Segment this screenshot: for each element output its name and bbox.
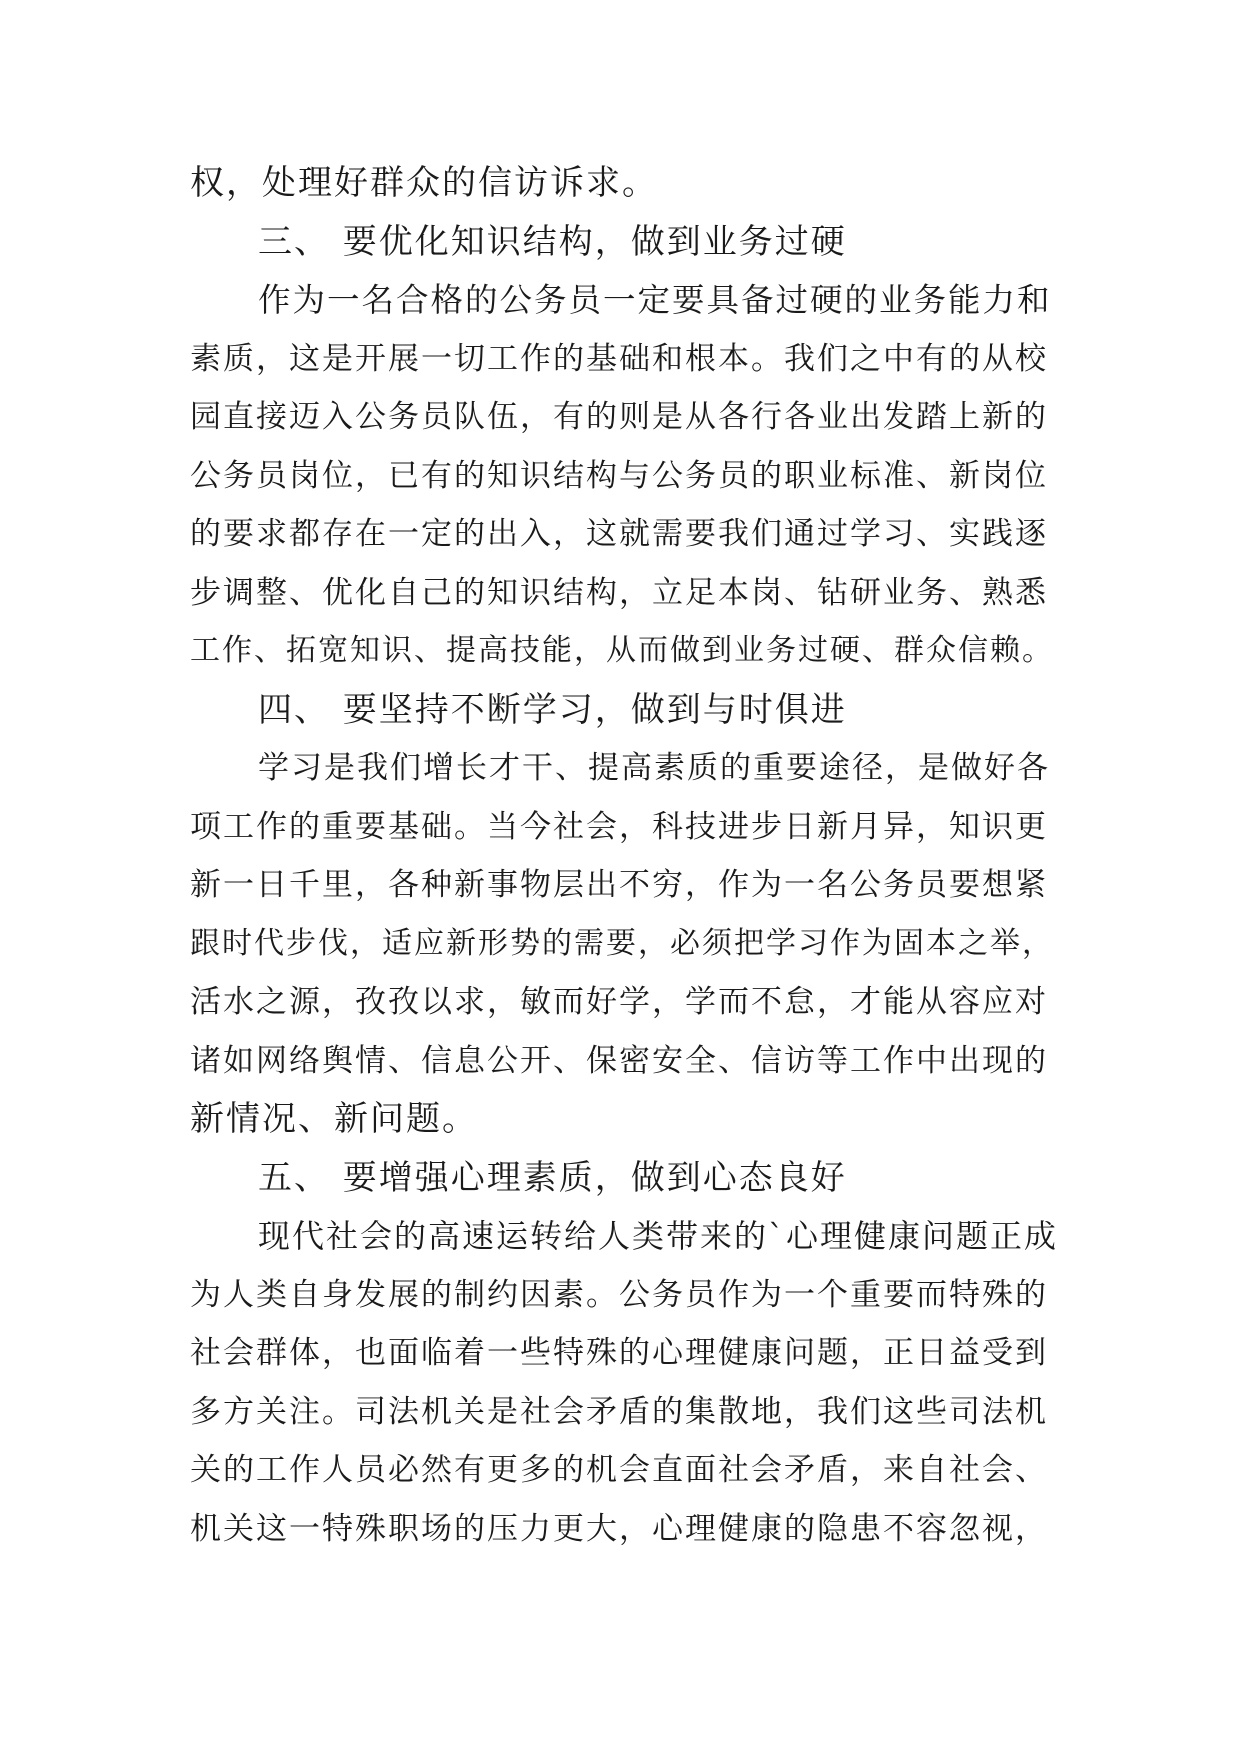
- text-line-9: 工作、拓宽知识、提高技能，从而做到业务过硬、群众信赖。: [190, 633, 1054, 668]
- text-line-22: 多方关注。司法机关是社会矛盾的集散地，我们这些司法机: [190, 1393, 1048, 1430]
- text-line-24: 机关这一特殊职场的压力更大，心理健康的隐患不容忽视，: [190, 1510, 1048, 1547]
- text-line-17: 新情况、新问题。: [190, 1099, 478, 1139]
- text-line-4: 素质，这是开展一切工作的基础和根本。我们之中有的从校: [190, 340, 1048, 377]
- text-line-13: 新一日千里，各种新事物层出不穷，作为一名公务员要想紧: [190, 867, 1048, 903]
- text-line-19: 现代社会的高速运转给人类带来的`心理健康问题正成: [258, 1217, 1059, 1255]
- text-line-14: 跟时代步伐，适应新形势的需要，必须把学习作为固本之举，: [190, 925, 1054, 961]
- section-heading-4: 四、 要坚持不断学习，做到与时俱进: [258, 689, 847, 730]
- text-line-6: 公务员岗位，已有的知识结构与公务员的职业标准、新岗位: [190, 457, 1048, 494]
- text-line-21: 社会群体，也面临着一些特殊的心理健康问题，正日益受到: [190, 1335, 1048, 1371]
- text-line-3: 作为一名合格的公务员一定要具备过硬的业务能力和: [258, 281, 1052, 319]
- text-line-12: 项工作的重要基础。当今社会，科技进步日新月异，知识更: [190, 808, 1048, 845]
- text-line-11: 学习是我们增长才干、提高素质的重要途径，是做好各: [258, 750, 1050, 786]
- document-body: [190, 154, 1060, 1558]
- section-heading-3: 三、 要优化知识结构，做到业务过硬: [258, 221, 847, 262]
- text-line-1: 权，处理好群众的信访诉求。: [190, 163, 658, 203]
- text-line-8: 步调整、优化自己的知识结构，立足本岗、钻研业务、熟悉: [190, 574, 1048, 611]
- text-line-16: 诸如网络舆情、信息公开、保密安全、信访等工作中出现的: [190, 1042, 1048, 1079]
- text-line-7: 的要求都存在一定的出入，这就需要我们通过学习、实践逐: [190, 516, 1048, 552]
- text-line-23: 关的工作人员必然有更多的机会直面社会矛盾，来自社会、: [190, 1452, 1048, 1488]
- text-line-15: 活水之源，孜孜以求，敏而好学，学而不怠，才能从容应对: [190, 984, 1048, 1020]
- text-line-5: 园直接迈入公务员队伍，有的则是从各行各业出发踏上新的: [190, 399, 1048, 435]
- section-heading-5: 五、 要增强心理素质，做到心态良好: [258, 1157, 847, 1198]
- text-line-20: 为人类自身发展的制约因素。公务员作为一个重要而特殊的: [190, 1276, 1048, 1313]
